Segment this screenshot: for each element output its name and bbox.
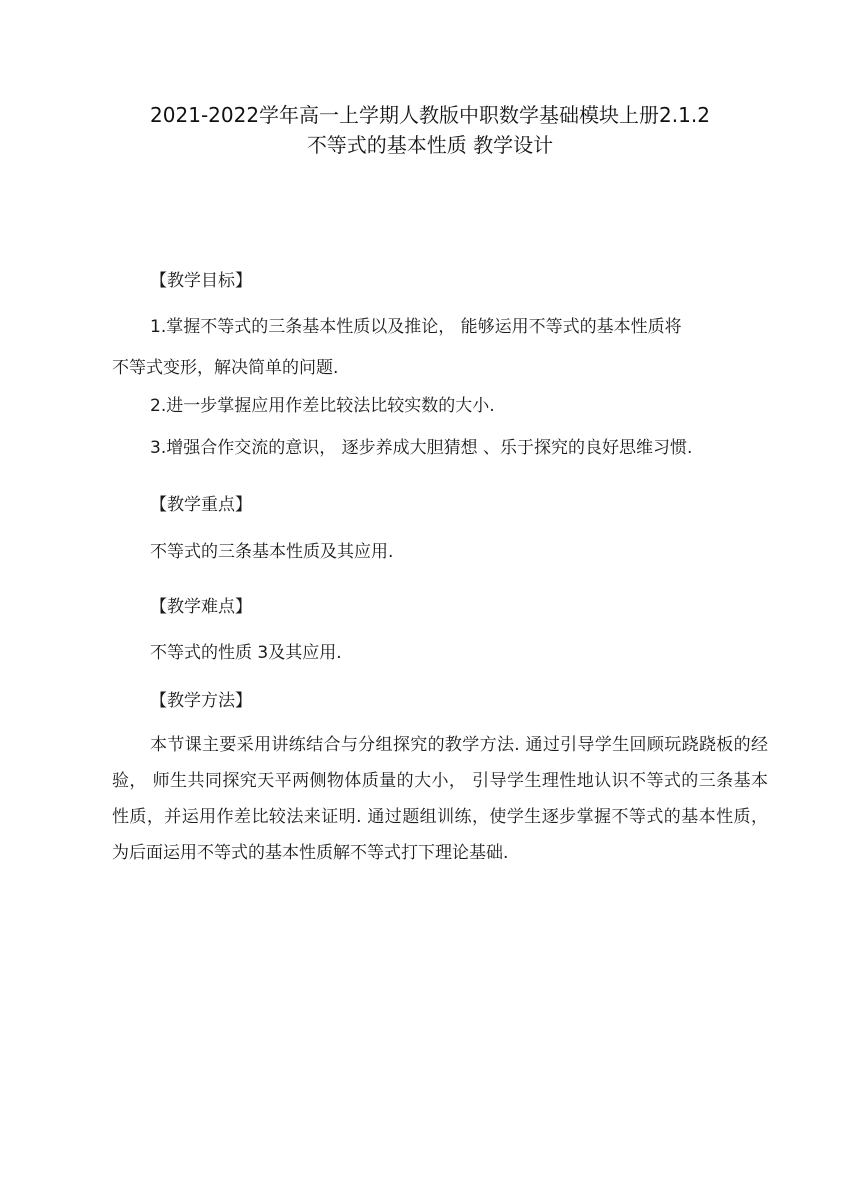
difficulties-heading: 【教学难点】 <box>150 597 252 617</box>
objective-item-2: 2.进一步掌握应用作差比较法比较实数的大小. <box>150 396 495 416</box>
methods-paragraph: 本节课主要采用讲练结合与分组探究的教学方法. 通过引导学生回顾玩跷跷板的经验， 师生共同探究天平两侧物体质量的大小， 引导学生理性地认识不等式的三条基本性质，并运用作差比较法来证明. 通过题组训练，使学生逐步掌握不等式的基本性质， 为后面运用不等式的基本性质解不等式打下理论基础. <box>112 735 768 863</box>
objective-item-1-line2: 不等式变形，解决简单的问题. <box>112 358 339 378</box>
key-points-heading: 【教学重点】 <box>150 495 252 515</box>
objective-item-3: 3.增强合作交流的意识， 逐步养成大胆猜想 、乐于探究的良好思维习惯. <box>150 438 693 458</box>
objectives-heading: 【教学目标】 <box>150 271 252 291</box>
document-title-line1: 2021-2022学年高一上学期人教版中职数学基础模块上册2.1.2 <box>150 103 710 127</box>
objective-item-1-line1: 1.掌握不等式的三条基本性质以及推论， 能够运用不等式的基本性质将 <box>150 317 682 337</box>
difficulties-text: 不等式的性质 3及其应用. <box>150 643 342 663</box>
methods-heading: 【教学方法】 <box>150 691 252 711</box>
document-title-line2: 不等式的基本性质 教学设计 <box>306 133 554 157</box>
key-points-text: 不等式的三条基本性质及其应用. <box>150 542 394 562</box>
